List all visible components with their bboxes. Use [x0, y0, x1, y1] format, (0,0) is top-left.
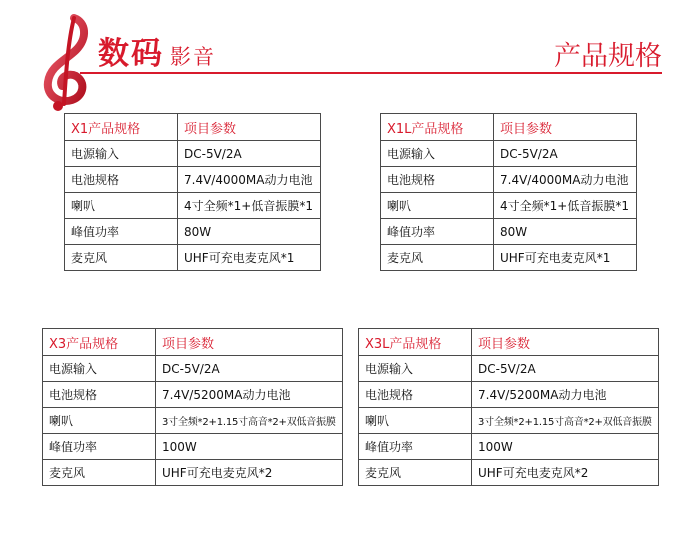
table-row: [359, 434, 659, 460]
table-row: [65, 141, 321, 167]
row-value: 100W: [472, 434, 659, 460]
brand-main: 数码: [98, 36, 164, 72]
table-title: X3L产品规格: [359, 329, 472, 356]
table-header-row: [43, 329, 343, 356]
table-title: X1L产品规格: [381, 114, 494, 141]
row-value: 100W: [156, 434, 343, 460]
row-label: 电池规格: [381, 167, 494, 193]
row-value: 80W: [178, 219, 321, 245]
param-header: 项目参数: [156, 329, 343, 356]
param-header: 项目参数: [494, 114, 637, 141]
table-row: [359, 356, 659, 382]
brand-sub: 影音: [170, 45, 216, 69]
row-label: 麦克风: [381, 245, 494, 271]
table-header-row: [359, 329, 659, 356]
table-row: [65, 193, 321, 219]
table-row: [65, 245, 321, 271]
table-row: [65, 167, 321, 193]
table-row: [359, 382, 659, 408]
table-row: [381, 141, 637, 167]
table-row: [381, 245, 637, 271]
row-label: 喇叭: [43, 408, 156, 434]
row-value: 7.4V/5200MA动力电池: [156, 382, 343, 408]
row-value: DC-5V/2A: [178, 141, 321, 167]
row-label: 峰值功率: [381, 219, 494, 245]
table-row: [43, 382, 343, 408]
row-value: 7.4V/5200MA动力电池: [472, 382, 659, 408]
brand-title: [98, 28, 216, 73]
section-title: 产品规格: [554, 41, 662, 72]
spec-table-x1l: [380, 113, 637, 271]
table-header-row: [381, 114, 637, 141]
spec-table-x3l: [358, 328, 659, 486]
table-title: X3产品规格: [43, 329, 156, 356]
treble-clef-icon: [30, 12, 100, 112]
row-value: 4寸全频*1+低音振膜*1: [178, 193, 321, 219]
spec-table-x1: [64, 113, 321, 271]
row-value: DC-5V/2A: [156, 356, 343, 382]
row-value: DC-5V/2A: [494, 141, 637, 167]
row-label: 峰值功率: [65, 219, 178, 245]
page-header: [0, 0, 700, 115]
spec-table-x3: [42, 328, 343, 486]
header-divider: [80, 72, 662, 74]
param-header: 项目参数: [178, 114, 321, 141]
row-label: 峰值功率: [359, 434, 472, 460]
row-label: 麦克风: [65, 245, 178, 271]
table-row: [381, 219, 637, 245]
row-label: 电池规格: [65, 167, 178, 193]
table-title: X1产品规格: [65, 114, 178, 141]
row-label: 电池规格: [359, 382, 472, 408]
row-value: 3寸全频*2+1.15寸高音*2+双低音振膜: [156, 408, 343, 434]
table-row: [359, 460, 659, 486]
row-value: DC-5V/2A: [472, 356, 659, 382]
row-label: 电源输入: [43, 356, 156, 382]
table-row: [43, 408, 343, 434]
row-value: 3寸全频*2+1.15寸高音*2+双低音振膜: [472, 408, 659, 434]
row-label: 喇叭: [381, 193, 494, 219]
table-row: [43, 460, 343, 486]
row-value: UHF可充电麦克风*1: [178, 245, 321, 271]
table-row: [43, 356, 343, 382]
row-label: 电源输入: [65, 141, 178, 167]
row-value: 4寸全频*1+低音振膜*1: [494, 193, 637, 219]
row-label: 麦克风: [43, 460, 156, 486]
row-label: 电源输入: [359, 356, 472, 382]
table-row: [43, 434, 343, 460]
param-header: 项目参数: [472, 329, 659, 356]
row-label: 喇叭: [65, 193, 178, 219]
row-label: 电源输入: [381, 141, 494, 167]
row-value: 80W: [494, 219, 637, 245]
table-row: [381, 193, 637, 219]
row-label: 电池规格: [43, 382, 156, 408]
table-row: [65, 219, 321, 245]
row-value: UHF可充电麦克风*1: [494, 245, 637, 271]
table-header-row: [65, 114, 321, 141]
row-label: 峰值功率: [43, 434, 156, 460]
table-row: [381, 167, 637, 193]
row-value: 7.4V/4000MA动力电池: [494, 167, 637, 193]
row-value: UHF可充电麦克风*2: [156, 460, 343, 486]
row-label: 麦克风: [359, 460, 472, 486]
row-label: 喇叭: [359, 408, 472, 434]
table-row: [359, 408, 659, 434]
row-value: UHF可充电麦克风*2: [472, 460, 659, 486]
row-value: 7.4V/4000MA动力电池: [178, 167, 321, 193]
